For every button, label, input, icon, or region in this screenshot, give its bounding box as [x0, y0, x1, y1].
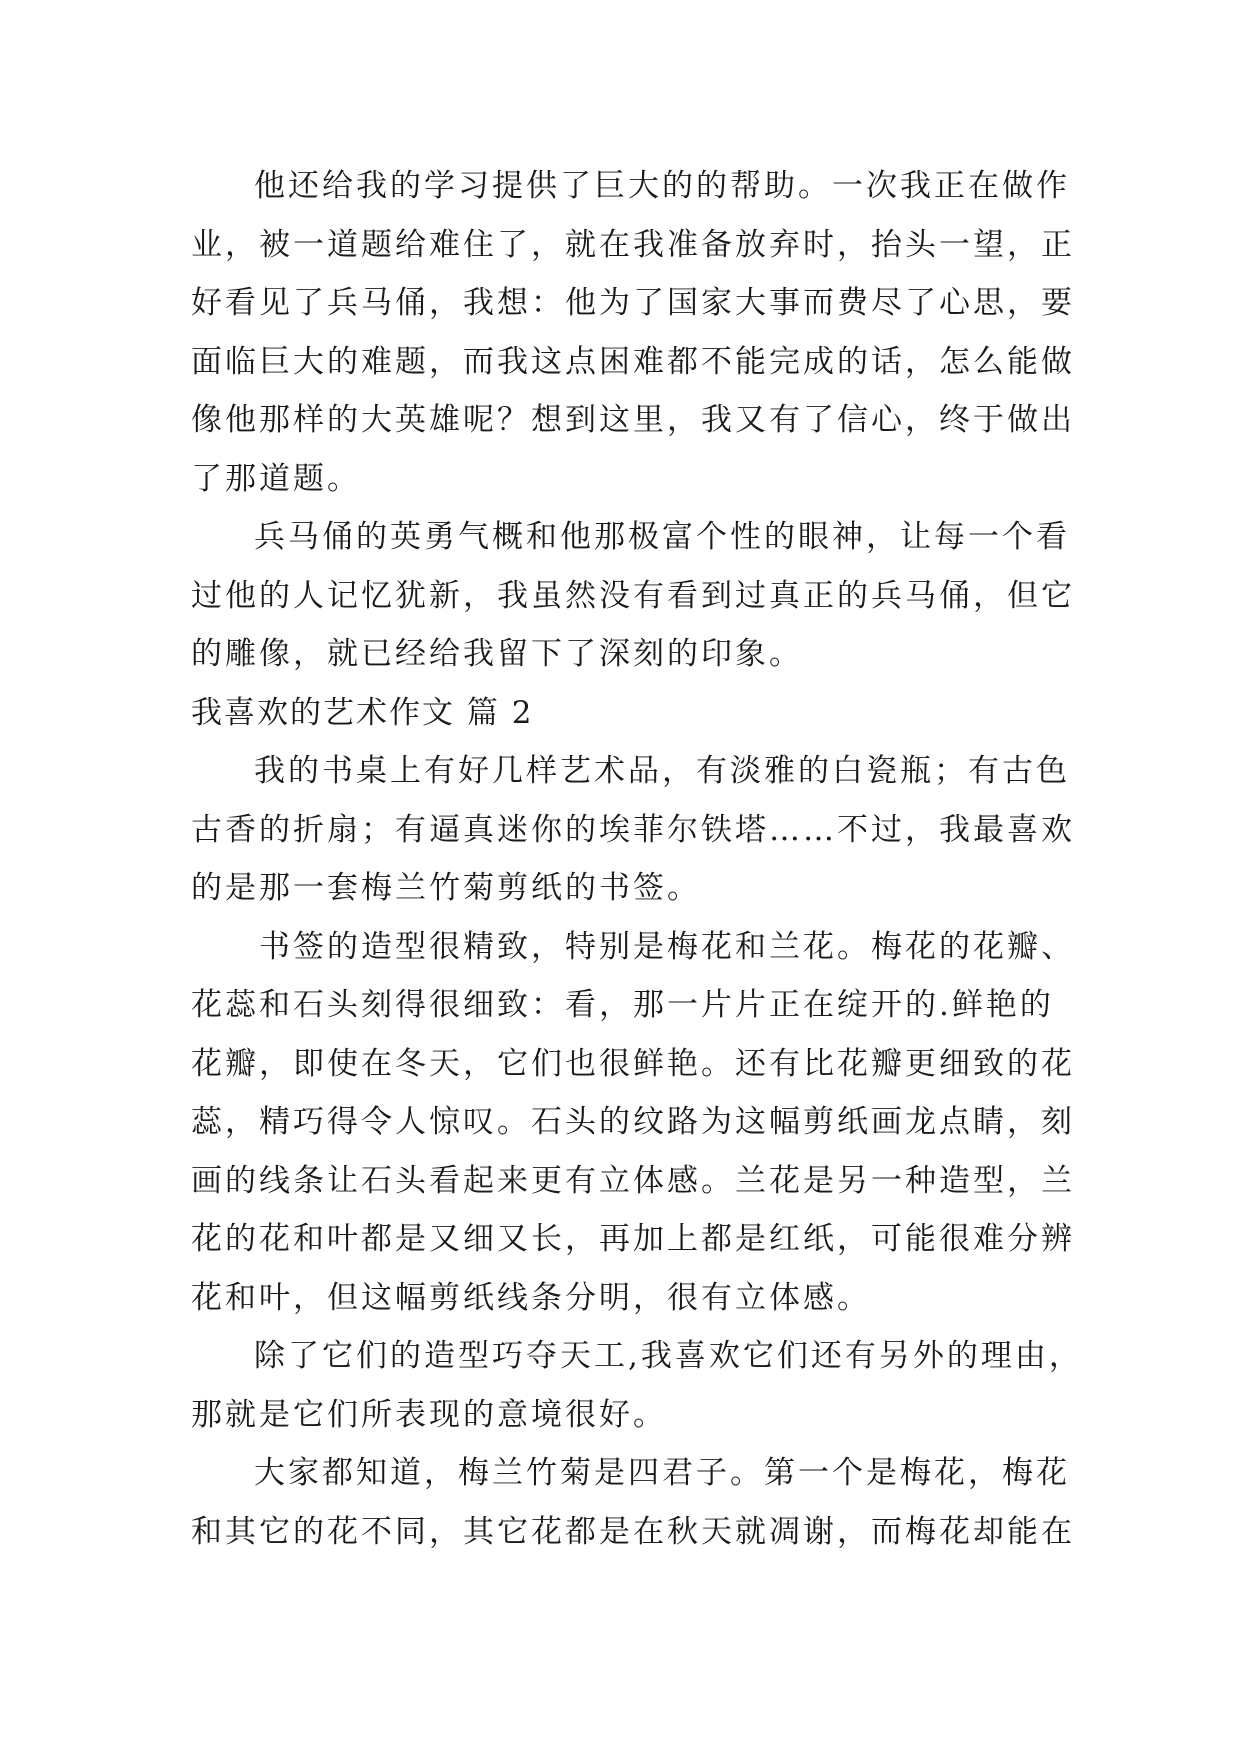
text-line: 过他的人记忆犹新，我虽然没有看到过真正的兵马俑，但它	[191, 577, 1075, 614]
text-line: 我的书桌上有好几样艺术品，有淡雅的白瓷瓶；有古色	[254, 753, 1070, 789]
text-line: 蕊，精巧得令人惊叹。石头的纹路为这幅剪纸画龙点睛，刻	[191, 1104, 1075, 1140]
text-line: 好看见了兵马俑，我想：他为了国家大事而费尽了心思，要	[191, 285, 1075, 321]
text-line: 像他那样的大英雄呢？想到这里，我又有了信心，终于做出	[191, 402, 1075, 438]
text-line: 除了它们的造型巧夺天工,我喜欢它们还有另外的理由，	[254, 1338, 1083, 1374]
text-line: 的是那一套梅兰竹菊剪纸的书签。	[191, 870, 701, 906]
text-line: 花和叶，但这幅剪纸线条分明，很有立体感。	[191, 1279, 871, 1316]
text-line: 书签的造型很精致，特别是梅花和兰花。梅花的花瓣、	[259, 928, 1075, 965]
text-line: 了那道题。	[191, 460, 361, 497]
text-line: 和其它的花不同，其它花都是在秋天就凋谢，而梅花却能在	[191, 1513, 1075, 1550]
paragraph	[191, 508, 1075, 684]
text-line: 花蕊和石头刻得很细致：看，那一片片正在绽开的.鲜艳的	[191, 987, 1054, 1023]
paragraph	[191, 1327, 1083, 1444]
paragraph	[191, 742, 1075, 918]
section-heading: 我喜欢的艺术作文 篇 2	[191, 694, 534, 731]
text-line: 那就是它们所表现的意境很好。	[191, 1396, 667, 1433]
text-line: 大家都知道，梅兰竹菊是四君子。第一个是梅花，梅花	[254, 1455, 1070, 1491]
text-line: 古香的折扇；有逼真迷你的埃菲尔铁塔……不过，我最喜欢	[191, 811, 1075, 848]
text-line: 面临巨大的难题，而我这点困难都不能完成的话，怎么能做	[191, 343, 1075, 380]
document-body	[191, 157, 1083, 1561]
text-line: 画的线条让石头看起来更有立体感。兰花是另一种造型，兰	[191, 1162, 1075, 1199]
text-line: 的雕像，就已经给我留下了深刻的印象。	[191, 636, 803, 672]
text-line: 花瓣，即使在冬天，它们也很鲜艳。还有比花瓣更细致的花	[191, 1045, 1075, 1082]
paragraph	[191, 918, 1075, 1328]
text-line: 花的花和叶都是又细又长，再加上都是红纸，可能很难分辨	[191, 1221, 1075, 1257]
paragraph	[191, 1444, 1075, 1561]
paragraph	[191, 157, 1075, 508]
text-line: 他还给我的学习提供了巨大的的帮助。一次我正在做作	[254, 168, 1070, 204]
text-line: 业，被一道题给难住了，就在我准备放弃时，抬头一望，正	[191, 226, 1075, 263]
text-line: 兵马俑的英勇气概和他那极富个性的眼神，让每一个看	[254, 519, 1070, 555]
